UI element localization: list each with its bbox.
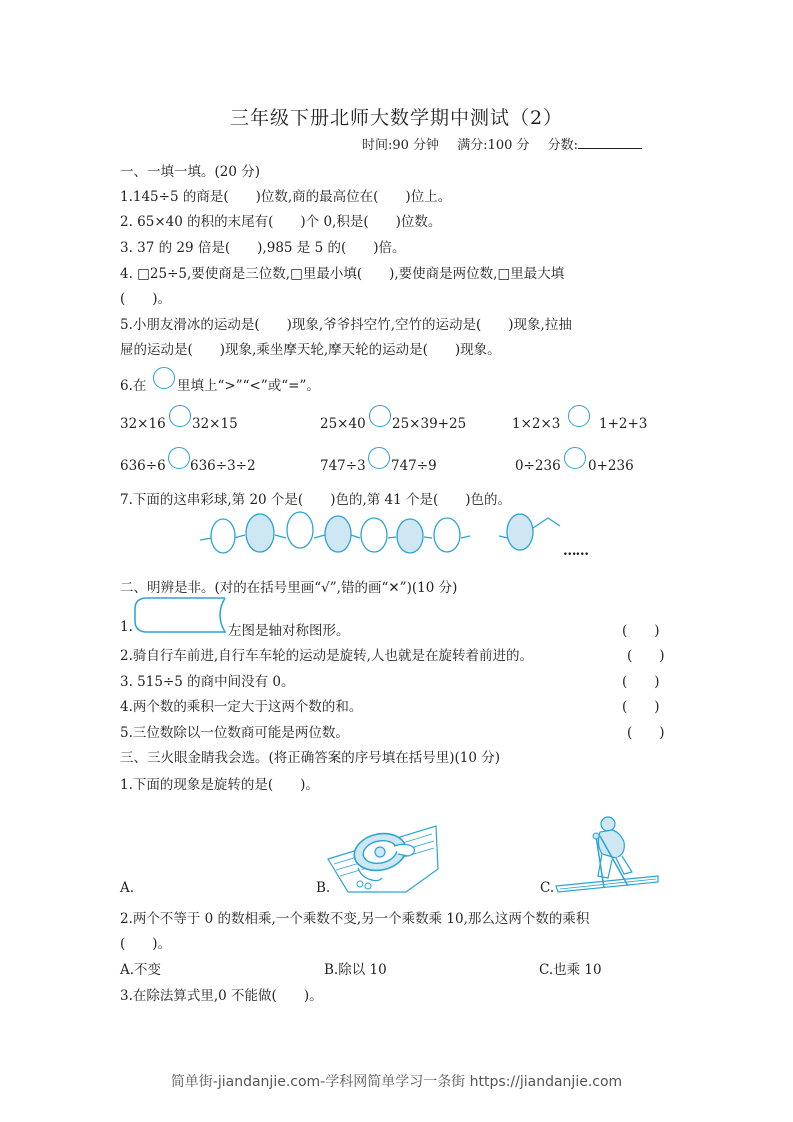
compare-left-6: 0÷236 xyxy=(515,458,561,474)
compare-left-4: 636÷6 xyxy=(120,458,166,474)
half-pipe-figure xyxy=(133,597,228,633)
judge-1-answer[interactable]: ( ) xyxy=(622,623,660,639)
judge-2-text: 2.骑自行车前进,自行车车轮的运动是旋转,人也就是在旋转着前进的。 xyxy=(120,648,533,664)
page-title: 三年级下册北师大数学期中测试（2） xyxy=(229,107,564,129)
ball-1 xyxy=(211,519,235,553)
question-1-6-prefix: 6.在 xyxy=(120,378,147,394)
compare-left-5: 747÷3 xyxy=(320,458,366,474)
compare-right-6: 0+236 xyxy=(588,458,634,474)
question-1-5-line1: 5.小朋友滑冰的运动是( )现象,爷爷抖空竹,空竹的运动是( )现象,拉抽 xyxy=(120,317,572,333)
choice-2-option-b[interactable]: B.除以 10 xyxy=(324,962,387,978)
compare-right-5: 747÷9 xyxy=(391,458,437,474)
ball-7 xyxy=(434,518,460,552)
ball-6 xyxy=(397,519,423,553)
compare-left-1: 32×16 xyxy=(120,416,166,432)
steering-wheel-figure xyxy=(328,824,440,894)
exam-time: 时间:90 分钟 xyxy=(362,138,440,153)
compare-right-2: 25×39+25 xyxy=(392,416,467,432)
score-blank[interactable] xyxy=(578,136,642,149)
question-1-7: 7.下面的这串彩球,第 20 个是( )色的,第 41 个是( )色的。 xyxy=(120,492,512,508)
judge-2-answer[interactable]: ( ) xyxy=(627,648,665,664)
ball-continuation-dots: …… xyxy=(563,543,588,559)
compare-circle-6[interactable] xyxy=(564,447,586,469)
exam-meta xyxy=(362,134,656,153)
choice-3-question: 3.在除法算式里,0 不能做( )。 xyxy=(120,988,323,1004)
choice-2-question-line2: ( )。 xyxy=(120,936,172,952)
exam-score-label: 分数: xyxy=(547,138,579,153)
judge-1-number: 1. xyxy=(120,619,133,635)
ball-string-figure xyxy=(200,508,570,556)
compare-left-2: 25×40 xyxy=(320,416,366,432)
judge-1-text: 左图是轴对称图形。 xyxy=(228,623,350,639)
compare-circle-5[interactable] xyxy=(368,447,390,469)
question-1-1: 1.145÷5 的商是( )位数,商的最高位在( )位上。 xyxy=(120,189,452,205)
choice-2-option-c[interactable]: C.也乘 10 xyxy=(539,962,602,978)
compare-circle-example xyxy=(153,367,175,389)
compare-circle-1[interactable] xyxy=(169,405,191,427)
ball-8 xyxy=(507,514,533,550)
judge-5-answer[interactable]: ( ) xyxy=(627,725,665,741)
ball-2 xyxy=(246,514,274,552)
choice-2-option-a[interactable]: A.不变 xyxy=(120,962,162,978)
question-1-3: 3. 37 的 29 倍是( ),985 是 5 的( )倍。 xyxy=(120,240,406,256)
judge-4-text: 4.两个数的乘积一定大于这两个数的和。 xyxy=(120,699,363,715)
judge-5-text: 5.三位数除以一位数商可能是两位数。 xyxy=(120,725,349,741)
question-1-4-line1: 4. □25÷5,要使商是三位数,□里最小填( ),要使商是两位数,□里最大填 xyxy=(120,266,565,282)
question-1-4-line2: ( )。 xyxy=(120,291,172,307)
exam-full-score: 满分:100 分 xyxy=(457,138,530,153)
question-1-2: 2. 65×40 的积的末尾有( )个 0,积是( )位数。 xyxy=(120,214,442,230)
question-1-5-line2: 屉的运动是( )现象,乘坐摩天轮,摩天轮的运动是( )现象。 xyxy=(120,342,501,358)
section2-heading: 二、明辨是非。(对的在括号里画“√”,错的画“✕”)(10 分) xyxy=(120,580,458,596)
choice-2-question-line1: 2.两个不等于 0 的数相乘,一个乘数不变,另一个乘数乘 10,那么这两个数的乘积 xyxy=(120,911,590,927)
choice-1-question: 1.下面的现象是旋转的是( )。 xyxy=(120,777,319,793)
compare-circle-3[interactable] xyxy=(568,405,590,427)
question-1-6-suffix: 里填上“>”“<”或“=”。 xyxy=(177,378,320,394)
compare-right-1: 32×15 xyxy=(192,416,238,432)
choice-1-option-b[interactable]: B. xyxy=(316,880,331,896)
compare-circle-2[interactable] xyxy=(369,405,391,427)
choice-1-option-c[interactable]: C. xyxy=(540,880,555,896)
compare-right-4: 636÷3÷2 xyxy=(190,458,256,474)
choice-1-option-a[interactable]: A. xyxy=(120,880,135,896)
ball-5 xyxy=(361,518,387,552)
ball-3 xyxy=(287,512,313,548)
section3-heading: 三、三火眼金睛我会选。(将正确答案的序号填在括号里)(10 分) xyxy=(120,750,501,766)
judge-3-answer[interactable]: ( ) xyxy=(622,674,660,690)
skier-figure xyxy=(556,814,660,896)
section1-heading: 一、一填一填。(20 分) xyxy=(120,164,261,180)
compare-right-3: 1+2+3 xyxy=(599,416,648,432)
compare-circle-4[interactable] xyxy=(168,447,190,469)
judge-3-text: 3. 515÷5 的商中间没有 0。 xyxy=(120,674,295,690)
judge-4-answer[interactable]: ( ) xyxy=(622,699,660,715)
ball-4 xyxy=(325,516,351,552)
footer-watermark: 简单街-jiandanjie.com-学科网简单学习一条街 https://jiandanjie.com xyxy=(170,1074,623,1090)
compare-left-3: 1×2×3 xyxy=(512,416,561,432)
